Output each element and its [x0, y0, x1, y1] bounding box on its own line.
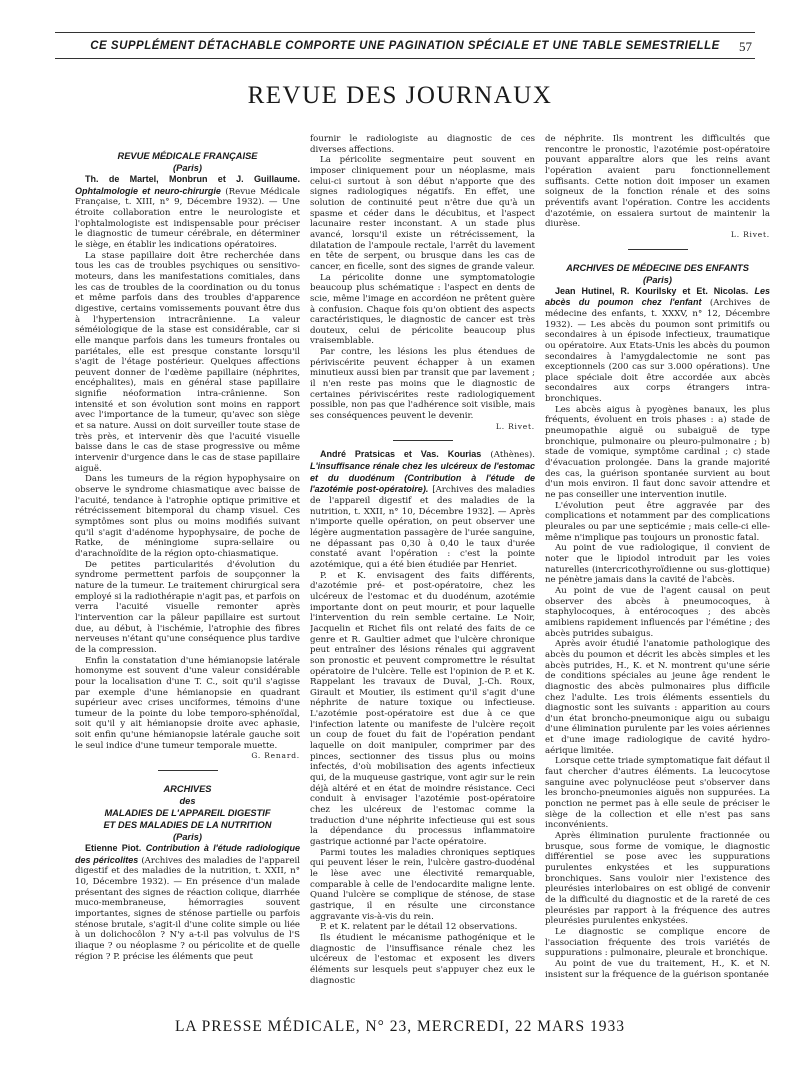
article-authors: Jean Hutinel, R. Kourilsky et Et. Nicolas.	[555, 285, 749, 296]
section-city: (Paris)	[173, 163, 202, 173]
paragraph: Dans les tumeurs de la région hypophysaire on observe le syndrome chiasmatique avec baisse de l'acuité, tendance à l'atrophie optique primitive et rétrécissement bitemporal du champ visuel. Ces symptômes sont plus ou moins modifiés suivant qu'il s'agit d'adénome hypophysaire, de poche de Ratke, de méningiome supra-sellaire ou d'arachnoïdite de la région opto-chiasmatique.	[75, 474, 300, 559]
paragraph: La stase papillaire doit être recherchée dans tous les cas de troubles psychiques ou sensitivo-moteurs, dans les manifestations comitiales, dans les cas de troubles de la coordination ou du tonus et même parfois dans des troubles d'apparence digestive, certains vomissements pouvant être dus à l'hypertension intracrânienne. La valeur séméiologique de la stase est considérable, car si elle manque parfois dans les tumeurs frontales ou pariétales, elle est presque constante lorsqu'il s'agit de l'étage postérieur. Quelques affections peuvent donner de l'œdème papillaire (néphrites, encéphalites), mais en général stase papillaire signifie néoformation intra-crânienne. Son intensité et son évolution sont moins en rapport avec l'importance de la tumeur, qu'avec son siège et sa nature. Aussi on doit surveiller toute stase de très près, et intervenir dès que l'acuité visuelle baisse dans le cas de stase progressive ou même intervenir d'urgence dans le cas de stase papillaire aiguë.	[75, 250, 300, 474]
masthead-title: REVUE DES JOURNAUX	[247, 82, 553, 109]
paragraph: Au point de vue radiologique, il convient de noter que le lipiodol introduit par les voies naturelles (intercricothyroïdienne ou sus-glottique) ne pénètre jamais dans la cavité de l'abcès.	[545, 543, 770, 586]
paragraph: De petites particularités d'évolution du syndrome permettent parfois de soupçonner la nature de la tumeur. Le traitement chirurgical sera employé si la radiothérapie n'agit pas, et parfois on verra l'acuité visuelle remonter après l'intervention car la pâleur papillaire est surtout due, au début, à l'ischémie, l'atrophie des fibres nerveuses n'étant qu'une conséquence plus tardive de la compression.	[75, 559, 300, 655]
article-authors: Etienne Piot.	[85, 843, 142, 854]
article-title: Contribution à l'étude radiologique des péricolites	[75, 843, 300, 865]
column-2	[310, 134, 535, 1012]
paragraph: Au point de vue de l'agent causal on peut observer des abcès à pneumocoques, à staphylocoques, à entérocoques ; des abcès amibiens rapidement influencés par l'émétine ; des abcès putrides subaigus.	[545, 585, 770, 639]
section-title: REVUE MÉDICALE FRANÇAISE	[117, 151, 258, 161]
section-city: (Paris)	[173, 832, 202, 843]
paragraph: La péricolite segmentaire peut souvent en imposer cliniquement pour un néoplasme, mais celui-ci surtout à son début n'apporte que des signes radiologiques négatifs. En effet, une solution de continuité peut n'être due qu'à un spasme et céder dans le décubitus, et l'aspect lacunaire rester inconstant. A un stade plus avancé, lorsqu'il existe un rétrécissement, la dilatation de l'ampoule rectale, l'arrêt du lavement en tête de serpent, ou brusque dans les cas de cancer, en ficelle, sont des signes de grande valeur.	[310, 155, 535, 272]
paragraph: Après avoir étudié l'anatomie pathologique des abcès du poumon et décrit les abcès simples et les abcès putrides, H., K. et N. montrent qu'une série de conditions spéciales au jeune âge rendent le diagnostic des abcès pulmonaires plus difficile chez l'adulte. Les trois éléments essentiels du diagnostic sont les suivants : apparition au cours d'un état broncho-pneumonique aigu ou subaigu d'une élimination purulente par les voies aériennes et d'une image radiologique de cavité hydro-aérique limitée.	[545, 639, 770, 756]
article-heading	[75, 174, 300, 251]
article-authors: André Pratsicas et Vas. Kourias	[320, 449, 482, 460]
article-reference: (Archives de médecine des enfants, t. XXXV, n° 12, Décembre 1932). — Les abcès du poumon sont primitifs ou secondaires à un épisode infectieux, traumatique ou opératoire. Aux Etats-Unis les abcès du poumon secondaires à l'amygdalectomie ne sont pas exceptionnels (200 cas sur 3.000 opérations). Une place spéciale doit être accordée aux abcès secondaires aux corps étrangers intra-bronchiques.	[545, 298, 770, 405]
article-authors: Th. de Martel, Monbrun et J. Guillaume.	[85, 174, 300, 184]
supplement-notice	[55, 40, 755, 52]
article-title: L'insuffisance rénale chez les ulcéreux de l'estomac et du duodénum (Contribution à l'étude de l'azotémie post-opératoire).	[310, 461, 535, 495]
paragraph: Le diagnostic se complique encore de l'association fréquente des trois variétés de suppurations : pulmonaire, pleurale et bronchique.	[545, 926, 770, 959]
article-reference: (Archives des maladies de l'appareil digestif et des maladies de la nutrition, t. XXII, n° 10, Décembre 1932). — En présence d'un malade présentant des signes de réaction colique, diarrhée muco-membraneuse, hémorragies souvent importantes, signes de sténose partielle ou parfois sténose brutale, s'agit-il d'une colite simple ou liée à un dolichocôlon ? N'y a-t-il pas volvulus de l'S iliaque ? ou néoplasme ? ou péricolite et de quelle région ? P. précise les éléments que peut	[75, 855, 300, 962]
article-heading	[545, 286, 770, 405]
article-reference: [Archives des maladies de l'appareil digestif et des maladies de la nutrition, t. XXII, n° 10, Décembre 1932]. — Après n'importe quelle opération, on peut observer une légère augmentation passagère de l'urée sanguine, ne dépassant pas 0,30 à 0,40 le taux d'urée constaté avant l'opération : c'est la pointe azotémique, qui a été bien étudiée par Henriet.	[310, 485, 535, 570]
section-title: des	[179, 796, 196, 807]
paragraph: L'évolution peut être aggravée par des complications et notamment par des complications pleurales ou par une septicémie ; mais celle-ci elle-même n'implique pas toujours un pronostic fatal.	[545, 500, 770, 543]
section-divider	[628, 249, 688, 250]
section-title: ARCHIVES	[163, 784, 212, 795]
paragraph: Les abcès aigus à pyogènes banaux, les plus fréquents, évoluent en trois phases : a) stade de pneumopathie aiguë ou subaiguë de type bronchique, pulmonaire ou pleuro-pulmonaire ; b) stade de vomique, symptôme cardinal ; c) stade d'évacuation prolongée. Dans la grande majorité des cas, la guérison spontanée survient au bout d'un mois environ. Il faut donc savoir attendre et ne pas conseiller une intervention inutile.	[545, 404, 770, 501]
article-signature: L. Rivet.	[495, 421, 535, 431]
section-title: ARCHIVES DE MÉDECINE DES ENFANTS	[566, 262, 749, 273]
article-reference: (Revue Médicale Française, t. XIII, n° 9, Décembre 1932). — Une étroite collaboration entre le neurologiste et l'ophtalmologiste est indispensable pour préciser le diagnostic de tumeur cérébrale, en déterminer le siège, en établir les indications opératoires.	[75, 186, 300, 250]
paragraph: P. et K. envisagent des faits différents, d'azotémie pré- et post-opératoire, chez les ulcéreux de l'estomac et du duodénum, azotémie importante dont on peut mourir, et pour laquelle l'intervention du rein semble certaine. Le Noir, Jacquelin et Richet fils ont relaté des faits de ce genre et R. Gaultier admet que l'ulcère chronique peut entraîner des lésions rénales qui aggravent son pronostic et peuvent compromettre le résultat opératoire de l'ulcère. Telle est l'opinion de P. et K. Rappelant les travaux de Duval, J.-Ch. Roux, Girault et Moutier, ils estiment qu'il s'agit d'une néphrite de nature toxique ou infectieuse. L'azotémie post-opératoire est due à ce que l'infection latente ou manifeste de l'ulcère reçoit un coup de fouet du fait de l'opération pendant laquelle on doit manipuler, comprimer par des pinces, sectionner des tissus plus ou moins infectés, d'où mobilisation des agents infectieux qui, de la muqueuse gastrique, vont agir sur le rein déjà altéré et en état de moindre résistance. Ceci conduit à envisager l'azotémie post-opératoire chez les ulcéreux de l'estomac comme la traduction d'une néphrite infectieuse qui est sous la dépendance du processus inflammatoire gastrique actionné par l'acte opératoire.	[310, 570, 535, 847]
paragraph: Parmi toutes les maladies chroniques septiques qui peuvent léser le rein, l'ulcère gastro-duodénal le lèse avec une électivité remarquable, comparable à celle de l'endocardite maligne lente. Quand l'ulcère se complique de sténose, de stase gastrique, il en résulte une circonstance aggravante vis-à-vis du rein.	[310, 847, 535, 922]
article-columns	[75, 134, 770, 1012]
paragraph: Au point de vue du traitement, H., K. et N. insistent sur la fréquence de la guérison spontanée	[545, 958, 770, 980]
paragraph: Par contre, les lésions les plus étendues de périviscérite peuvent échapper à un examen minutieux aussi bien par transit que par lavement ; il n'en reste pas moins que le diagnostic de certaines périviscérites reste radiologiquement possible, non pas que l'adhérence soit visible, mais ses conséquences peuvent le devenir.	[310, 347, 535, 422]
article-title: Ophtalmologie et neuro-chirurgie	[75, 185, 221, 196]
article-title: Les abcès du poumon chez l'enfant	[545, 285, 770, 308]
paragraph: Enfin la constatation d'une hémianopsie latérale homonyme est souvent d'une valeur considérable pour la localisation d'une T. C., soit qu'il s'agisse par exemple d'une hémianopsie en quadrant supérieur avec crises unciformes, témoins d'une tumeur de la pointe du lobe temporo-sphénoïdal, soit qu'il y ait hémianopsie droite avec aphasie, soit enfin qu'une hémianopsie latérale gauche soit le seul indice d'une tumeur temporale muette.	[75, 655, 300, 751]
section-title: ET DES MALADIES DE LA NUTRITION	[103, 820, 272, 831]
article-heading	[310, 449, 535, 570]
paragraph: P. et K. relatent par le détail 12 observations.	[320, 922, 518, 933]
article-divider	[393, 440, 453, 441]
page-number: 57	[739, 39, 752, 54]
column-1	[75, 134, 300, 1012]
article-signature: G. Renard.	[251, 751, 300, 761]
section-city: (Paris)	[643, 274, 672, 285]
article-city: (Athènes).	[490, 450, 535, 461]
paragraph: fournir le radiologiste au diagnostic de ces diverses affections.	[310, 134, 535, 155]
header-rule-top	[55, 32, 755, 33]
article-signature: L. Rivet.	[730, 229, 770, 239]
column-3	[545, 134, 770, 1012]
section-divider	[158, 770, 218, 771]
paragraph: Ils étudient le mécanisme pathogénique et le diagnostic de l'insuffisance rénale chez les ulcéreux de l'estomac et exposent les divers éléments sur lesquels peut s'appuyer chez eux le diagnostic	[310, 932, 535, 986]
paragraph: Après élimination purulente fractionnée ou brusque, sous forme de vomique, le diagnostic différentiel se pose avec les suppurations purulentes enkystées et les suppurations bronchiques. Sans vouloir nier l'existence des pleurésies interlobaires on est obligé de convenir de la difficulté du diagnostic et de la rareté de ces pleurésies par rapport à la fréquence des autres pleurésies purulentes enkystées.	[545, 831, 770, 927]
paragraph: La péricolite donne une symptomatologie beaucoup plus schématique : l'aspect en dents de scie, même l'image en accordéon ne prêtent guère à confusion. Chaque fois qu'on obtient des aspects caractéristiques, le diagnostic de cancer est très douteux, celui de péricolite beaucoup plus vraisemblable.	[310, 272, 535, 347]
section-title: MALADIES DE L'APPAREIL DIGESTIF	[104, 808, 271, 819]
page-footer: LA PRESSE MÉDICALE, N° 23, MERCREDI, 22 MARS 1933	[174, 1018, 626, 1035]
article-heading	[75, 843, 300, 962]
supplement-notice-text: CE SUPPLÉMENT DÉTACHABLE COMPORTE UNE PAGINATION SPÉCIALE ET UNE TABLE SEMESTRIELLE	[90, 40, 720, 52]
header-rule-bottom	[55, 58, 755, 59]
paragraph: Lorsque cette triade symptomatique fait défaut il faut chercher d'autres éléments. La leucocytose sanguine avec polynucléose peut s'observer dans les broncho-pneumonies aiguës non suppurées. La ponction ne permet pas à elle seule de préciser le siège de la collection et elle n'est pas sans inconvénients.	[545, 756, 770, 831]
paragraph: de néphrite. Ils montrent les difficultés que rencontre le pronostic, l'azotémie post-opératoire pouvant apparaître alors que les reins avant l'opération avaient paru fonctionnellement suffisants. Cette notion doit imposer un examen soigneux de la fonction rénale et des soins préventifs avant l'opération. Contre les accidents d'azotémie, on essaiera surtout de maintenir la diurèse.	[545, 134, 770, 230]
